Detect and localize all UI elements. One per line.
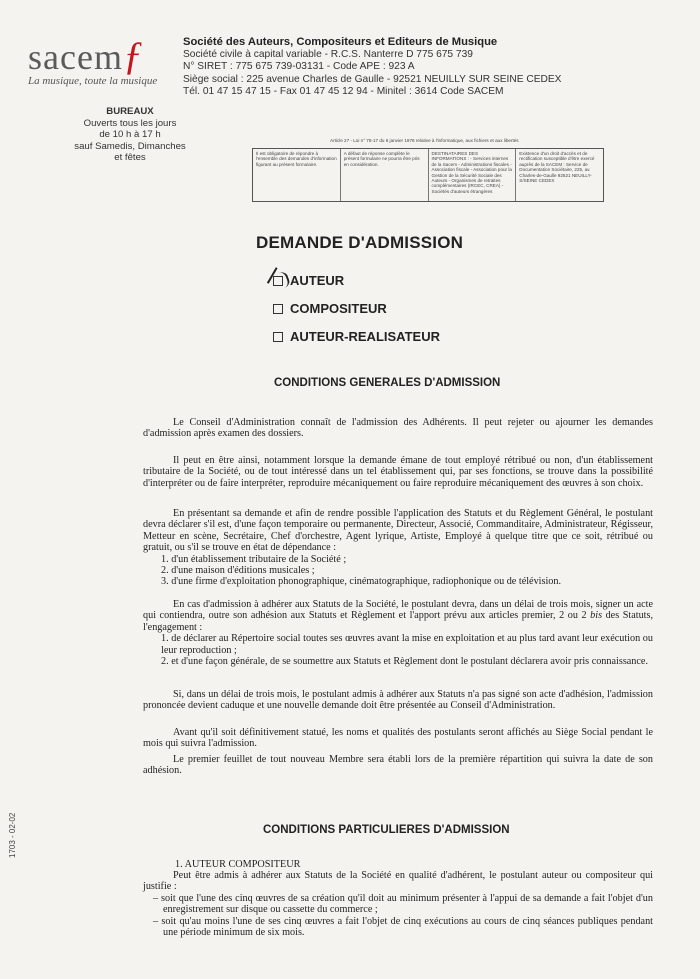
paragraph-text: Peut être admis à adhérer aux Statuts de la Société en qualité d'adhérent, le postulant auteur ou compositeur qui justifie : <box>143 870 653 893</box>
legal-cell: Il est obligatoire de répondre à l'ensemble des demandes d'information figurant au présent formulaire. <box>253 149 341 201</box>
checkbox-auteur-realisateur[interactable] <box>273 332 283 342</box>
legal-cell: DESTINATAIRES DES INFORMATIONS : - Services internes de la Sacem - Administrations fiscales - Association fiscale - Association pour la Gestion de la Sécurité Sociale des Auteurs - Organismes de retraites complémentaires (IRCEC, CREA) - Sociétés d'auteurs étrangères <box>429 149 517 201</box>
org-line: Siège social : 225 avenue Charles de Gaulle - 92521 NEUILLY SUR SEINE CEDEX <box>183 73 562 85</box>
list-item: 1. d'un établissement tributaire de la Société ; <box>161 553 347 565</box>
checkbox-auteur[interactable] <box>273 276 283 286</box>
legal-notice-box <box>252 148 604 202</box>
option-auteur-realisateur[interactable] <box>273 329 440 344</box>
option-label: AUTEUR <box>290 273 345 288</box>
sacem-logo <box>28 33 178 87</box>
logo-note-mark: ƒ <box>122 33 144 78</box>
legal-cell: A défaut de réponse complète le présent formulaire ne pourra être pris en considération. <box>341 149 429 201</box>
paragraph: Si, dans un délai de trois mois, le postulant admis à adhérer aux Statuts n'a pas signé son acte d'adhésion, l'admission prononcée devient caduque et une nouvelle demande doit être présentée au Conseil d'Administration. <box>143 689 653 712</box>
section-title-general: CONDITIONS GENERALES D'ADMISSION <box>274 377 501 389</box>
paragraph-text-italic: bis <box>590 610 603 622</box>
org-line: Tél. 01 47 15 47 15 - Fax 01 47 45 12 94 - Minitel : 3614 Code SACEM <box>183 86 504 98</box>
form-reference-code: 1703 - 02-02 <box>8 812 17 858</box>
paragraph <box>143 870 653 938</box>
paragraph <box>143 599 653 667</box>
org-line: Société civile à capital variable - R.C.S. Nanterre D 775 675 739 <box>183 48 473 60</box>
list-item: 2. et d'une façon générale, de se soumettre aux Statuts et Règlement dont le postulant déclarera avoir pris connaissance. <box>161 656 648 668</box>
section-title-particular: CONDITIONS PARTICULIERES D'ADMISSION <box>263 824 510 836</box>
list-item: 3. d'une firme d'exploitation phonographique, cinématographique, radiophonique ou de télévision. <box>161 576 562 588</box>
paragraph-text: En présentant sa demande et afin de rendre possible l'application des Statuts et du Règlement Général, le postulant devra déclarer s'il est, d'une façon temporaire ou permanente, Directeur, Associé, Commanditaire, Administrateur, Régisseur, Metteur en scène, Secrétaire, Chef d'orchestre, Agent lyrique, Artiste, Employé à quelque titre que ce soit, rétribué ou gratuit, ou s'il se trouve en état de dépendance : <box>143 508 653 554</box>
paragraph-text: des Statuts, l'engagement : <box>143 610 653 633</box>
list-item: 2. d'une maison d'éditions musicales ; <box>161 565 315 577</box>
office-hours-line: de 10 h à 17 h <box>99 129 161 141</box>
paragraph: Le Conseil d'Administration connaît de l'admission des Adhérents. Il peut rejeter ou ajourner les demandes d'admission après examen des dossiers. <box>143 417 653 440</box>
option-compositeur[interactable] <box>273 301 387 316</box>
option-label: AUTEUR-REALISATEUR <box>290 329 440 344</box>
list-item: – soit que l'une des cinq œuvres de sa création qu'il doit au minimum présenter à l'appui de sa demande a fait l'objet d'un enregistrement sur disque ou cassette du commerce ; <box>153 892 653 916</box>
office-hours-title: BUREAUX <box>106 106 154 117</box>
option-label: COMPOSITEUR <box>290 301 387 316</box>
form-title: DEMANDE D'ADMISSION <box>256 233 464 252</box>
list-item: – soit qu'au moins l'une de ses cinq œuvres a fait l'objet de cinq exécutions au cours de cinq séances publiques pendant une période minimum de six mois. <box>153 915 653 939</box>
office-hours-line: sauf Samedis, Dimanches et fêtes <box>74 140 186 164</box>
list-item: 1. de déclarer au Répertoire social toutes ses œuvres avant la mise en exploitation et au plus tard avant leur exécution ou leur reproduction ; <box>161 633 653 656</box>
paragraph: Avant qu'il soit définitivement statué, les noms et qualités des postulants seront affichés au Siège Social pendant le mois qui suivra l'admission. <box>143 727 653 750</box>
logo-tagline: La musique, toute la musique <box>28 75 158 87</box>
legal-notice-title: Article 27 - Loi n° 78-17 du 6 janvier 1978 relative à l'informatique, aux fichiers et aux libertés <box>330 138 519 143</box>
option-auteur[interactable] <box>273 273 344 288</box>
org-line: N° SIRET : 775 675 739-03131 - Code APE : 923 A <box>183 61 415 73</box>
office-hours-line: Ouverts tous les jours <box>83 117 177 129</box>
checkbox-compositeur[interactable] <box>273 304 283 314</box>
paragraph: Le premier feuillet de tout nouveau Membre sera établi lors de la première répartition qui suivra la date de son adhésion. <box>143 754 653 777</box>
paragraph-text: En cas d'admission à adhérer aux Statuts de la Société, le postulant devra, dans un délai de trois mois, signer un acte qui contiendra, outre son adhésion aux Statuts et Règlement et l'apport prévu aux articles premier, 2 ou 2 <box>143 599 653 622</box>
logo-word: sacem <box>28 37 123 77</box>
office-hours <box>70 106 190 164</box>
organization-info <box>183 36 561 99</box>
organization-name: Société des Auteurs, Compositeurs et Editeurs de Musique <box>183 36 498 48</box>
legal-cell: Existence d'un droit d'accès et de rectification susceptible d'être exercé auprès de la SACEM : Service de Documentation Sociétaire, 225, av. Charles-de-Gaulle 92521 NEUILLY-S/SEINE CEDEX <box>519 151 595 184</box>
subsection-title: 1. AUTEUR COMPOSITEUR <box>175 859 301 870</box>
paragraph: Il peut en être ainsi, notamment lorsque la demande émane de tout employé rétribué ou non, d'un établissement tributaire de la Société, ou de tout intéressé dans un tel établissement qui, par ses fonctions, se trouve dans la possibilité d'interpréter ou de faire interpréter, reproduire mécaniquement ou faire reproduire mécaniquement des œuvres à son choix. <box>143 455 653 489</box>
paragraph <box>143 508 653 588</box>
